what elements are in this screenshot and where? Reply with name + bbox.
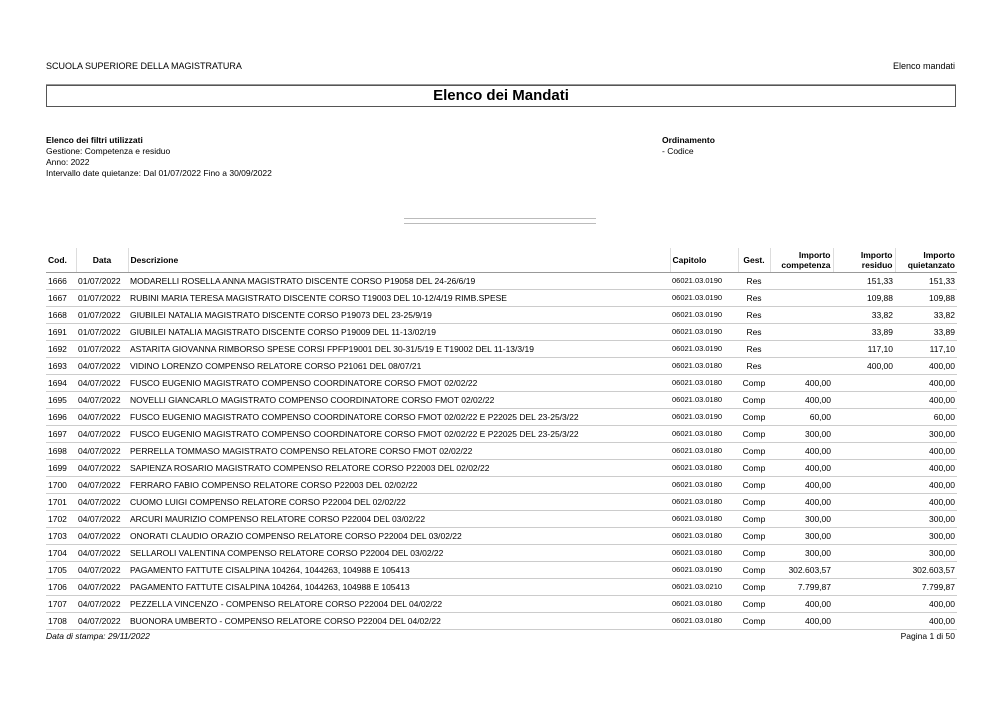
cell-importo-competenza <box>770 341 833 358</box>
filters-block <box>46 135 272 179</box>
column-header-line: Importo <box>923 250 955 260</box>
column-header-descrizione: Descrizione <box>128 248 670 273</box>
cell-importo-quietanzato: 109,88 <box>895 290 957 307</box>
cell-importo-quietanzato: 400,00 <box>895 596 957 613</box>
cell-descrizione: RUBINI MARIA TERESA MAGISTRATO DISCENTE CORSO T19003 DEL 10-12/4/19 RIMB.SPESE <box>128 290 670 307</box>
cell-data: 01/07/2022 <box>76 273 128 290</box>
cell-gest: Comp <box>738 596 770 613</box>
cell-capitolo: 06021.03.0190 <box>670 290 738 307</box>
cell-cod: 1695 <box>46 392 76 409</box>
cell-capitolo: 06021.03.0180 <box>670 460 738 477</box>
cell-importo-competenza: 400,00 <box>770 613 833 630</box>
cell-descrizione: FUSCO EUGENIO MAGISTRATO COMPENSO COORDINATORE CORSO FMOT 02/02/22 E P22025 DEL 23-25/3/22 <box>128 426 670 443</box>
column-header-gest: Gest. <box>738 248 770 273</box>
table-row <box>46 545 957 562</box>
cell-importo-residuo <box>833 511 895 528</box>
cell-descrizione: ONORATI CLAUDIO ORAZIO COMPENSO RELATORE CORSO P22004 DEL 03/02/22 <box>128 528 670 545</box>
cell-data: 01/07/2022 <box>76 307 128 324</box>
cell-gest: Comp <box>738 392 770 409</box>
table-row <box>46 273 957 290</box>
column-header-data: Data <box>76 248 128 273</box>
cell-cod: 1666 <box>46 273 76 290</box>
cell-importo-competenza: 302.603,57 <box>770 562 833 579</box>
cell-importo-quietanzato: 300,00 <box>895 528 957 545</box>
cell-data: 04/07/2022 <box>76 443 128 460</box>
cell-capitolo: 06021.03.0180 <box>670 613 738 630</box>
cell-capitolo: 06021.03.0190 <box>670 273 738 290</box>
cell-descrizione: FUSCO EUGENIO MAGISTRATO COMPENSO COORDINATORE CORSO FMOT 02/02/22 <box>128 375 670 392</box>
cell-gest: Comp <box>738 443 770 460</box>
cell-data: 04/07/2022 <box>76 392 128 409</box>
cell-importo-competenza: 400,00 <box>770 375 833 392</box>
cell-importo-residuo <box>833 392 895 409</box>
column-header-capitolo: Capitolo <box>670 248 738 273</box>
cell-gest: Comp <box>738 511 770 528</box>
report-name: Elenco mandati <box>892 61 955 71</box>
cell-importo-residuo <box>833 409 895 426</box>
cell-importo-residuo: 400,00 <box>833 358 895 375</box>
cell-capitolo: 06021.03.0180 <box>670 511 738 528</box>
ordering-value: - Codice <box>662 146 694 156</box>
table-row <box>46 562 957 579</box>
cell-importo-quietanzato: 400,00 <box>895 613 957 630</box>
table-row <box>46 579 957 596</box>
cell-importo-quietanzato: 7.799,87 <box>895 579 957 596</box>
cell-importo-residuo <box>833 477 895 494</box>
cell-descrizione: MODARELLI ROSELLA ANNA MAGISTRATO DISCENTE CORSO P19058 DEL 24-26/6/19 <box>128 273 670 290</box>
cell-importo-residuo <box>833 375 895 392</box>
column-header-line: quietanzato <box>907 260 955 270</box>
cell-descrizione: FERRARO FABIO COMPENSO RELATORE CORSO P22003 DEL 02/02/22 <box>128 477 670 494</box>
cell-descrizione: ARCURI MAURIZIO COMPENSO RELATORE CORSO P22004 DEL 03/02/22 <box>128 511 670 528</box>
cell-data: 04/07/2022 <box>76 613 128 630</box>
cell-descrizione: PAGAMENTO FATTUTE CISALPINA 104264, 1044263, 104988 E 105413 <box>128 579 670 596</box>
cell-descrizione: PEZZELLA VINCENZO - COMPENSO RELATORE CORSO P22004 DEL 04/02/22 <box>128 596 670 613</box>
cell-importo-quietanzato: 300,00 <box>895 426 957 443</box>
separator-line <box>404 218 596 219</box>
filters-heading: Elenco dei filtri utilizzati <box>46 135 143 145</box>
table-row <box>46 392 957 409</box>
cell-gest: Res <box>738 358 770 375</box>
table-row <box>46 477 957 494</box>
cell-importo-competenza: 400,00 <box>770 596 833 613</box>
cell-gest: Comp <box>738 460 770 477</box>
ordering-block <box>662 135 715 157</box>
column-header-importo-quietanzato <box>895 248 957 273</box>
cell-importo-competenza: 60,00 <box>770 409 833 426</box>
cell-cod: 1705 <box>46 562 76 579</box>
cell-importo-competenza: 400,00 <box>770 477 833 494</box>
cell-importo-quietanzato: 400,00 <box>895 358 957 375</box>
cell-cod: 1701 <box>46 494 76 511</box>
cell-importo-competenza: 400,00 <box>770 443 833 460</box>
cell-data: 04/07/2022 <box>76 460 128 477</box>
page-title: Elenco dei Mandati <box>46 85 956 107</box>
cell-descrizione: BUONORA UMBERTO - COMPENSO RELATORE CORSO P22004 DEL 04/02/22 <box>128 613 670 630</box>
separator-line <box>404 223 596 224</box>
cell-cod: 1692 <box>46 341 76 358</box>
cell-data: 04/07/2022 <box>76 528 128 545</box>
cell-capitolo: 06021.03.0190 <box>670 562 738 579</box>
column-header-line: Importo <box>798 250 831 260</box>
cell-cod: 1703 <box>46 528 76 545</box>
cell-cod: 1696 <box>46 409 76 426</box>
cell-importo-quietanzato: 400,00 <box>895 392 957 409</box>
cell-capitolo: 06021.03.0180 <box>670 477 738 494</box>
cell-importo-quietanzato: 400,00 <box>895 460 957 477</box>
table-row <box>46 409 957 426</box>
cell-importo-competenza: 300,00 <box>770 426 833 443</box>
cell-importo-residuo <box>833 596 895 613</box>
cell-importo-residuo <box>833 460 895 477</box>
table-row <box>46 426 957 443</box>
cell-importo-residuo: 33,82 <box>833 307 895 324</box>
table-header-row <box>46 248 957 273</box>
cell-importo-quietanzato: 33,82 <box>895 307 957 324</box>
cell-gest: Res <box>738 290 770 307</box>
cell-data: 04/07/2022 <box>76 562 128 579</box>
table-row <box>46 375 957 392</box>
cell-importo-quietanzato: 300,00 <box>895 511 957 528</box>
cell-importo-competenza: 400,00 <box>770 392 833 409</box>
table-row <box>46 494 957 511</box>
cell-data: 04/07/2022 <box>76 596 128 613</box>
cell-cod: 1694 <box>46 375 76 392</box>
cell-data: 01/07/2022 <box>76 290 128 307</box>
table-row <box>46 358 957 375</box>
cell-cod: 1668 <box>46 307 76 324</box>
cell-importo-competenza <box>770 290 833 307</box>
cell-importo-residuo <box>833 443 895 460</box>
cell-importo-residuo: 33,89 <box>833 324 895 341</box>
filter-gestione: Gestione: Competenza e residuo <box>46 146 171 156</box>
table-row <box>46 528 957 545</box>
print-date: Data di stampa: 29/11/2022 <box>46 631 150 641</box>
cell-gest: Res <box>738 341 770 358</box>
cell-capitolo: 06021.03.0180 <box>670 545 738 562</box>
cell-capitolo: 06021.03.0210 <box>670 579 738 596</box>
filter-intervallo: Intervallo date quietanze: Dal 01/07/2022 Fino a 30/09/2022 <box>46 168 272 178</box>
cell-data: 04/07/2022 <box>76 545 128 562</box>
cell-descrizione: PERRELLA TOMMASO MAGISTRATO COMPENSO RELATORE CORSO FMOT 02/02/22 <box>128 443 670 460</box>
cell-capitolo: 06021.03.0190 <box>670 307 738 324</box>
column-header-cod: Cod. <box>46 248 76 273</box>
cell-capitolo: 06021.03.0180 <box>670 528 738 545</box>
cell-capitolo: 06021.03.0180 <box>670 494 738 511</box>
table-row <box>46 613 957 630</box>
cell-importo-residuo <box>833 562 895 579</box>
cell-importo-residuo <box>833 545 895 562</box>
cell-data: 04/07/2022 <box>76 579 128 596</box>
cell-importo-residuo <box>833 528 895 545</box>
cell-gest: Comp <box>738 375 770 392</box>
column-header-line: Importo <box>860 250 893 260</box>
cell-importo-competenza: 400,00 <box>770 460 833 477</box>
cell-data: 04/07/2022 <box>76 409 128 426</box>
table-row <box>46 324 957 341</box>
cell-importo-quietanzato: 33,89 <box>895 324 957 341</box>
column-header-importo-competenza <box>770 248 833 273</box>
cell-gest: Comp <box>738 426 770 443</box>
cell-cod: 1691 <box>46 324 76 341</box>
cell-data: 04/07/2022 <box>76 494 128 511</box>
cell-data: 01/07/2022 <box>76 324 128 341</box>
cell-capitolo: 06021.03.0180 <box>670 375 738 392</box>
cell-gest: Comp <box>738 477 770 494</box>
cell-importo-competenza <box>770 324 833 341</box>
cell-cod: 1698 <box>46 443 76 460</box>
cell-gest: Comp <box>738 409 770 426</box>
cell-gest: Res <box>738 307 770 324</box>
cell-capitolo: 06021.03.0180 <box>670 596 738 613</box>
cell-importo-quietanzato: 60,00 <box>895 409 957 426</box>
table-row <box>46 341 957 358</box>
ordering-heading: Ordinamento <box>662 135 715 145</box>
mandates-table <box>46 248 957 630</box>
cell-importo-residuo <box>833 613 895 630</box>
column-header-line: competenza <box>781 260 831 270</box>
cell-importo-competenza: 300,00 <box>770 511 833 528</box>
cell-capitolo: 06021.03.0180 <box>670 358 738 375</box>
cell-data: 04/07/2022 <box>76 477 128 494</box>
cell-gest: Comp <box>738 494 770 511</box>
cell-importo-competenza: 7.799,87 <box>770 579 833 596</box>
cell-data: 01/07/2022 <box>76 341 128 358</box>
cell-importo-quietanzato: 400,00 <box>895 477 957 494</box>
cell-importo-competenza <box>770 307 833 324</box>
cell-cod: 1699 <box>46 460 76 477</box>
cell-cod: 1702 <box>46 511 76 528</box>
cell-importo-quietanzato: 400,00 <box>895 375 957 392</box>
cell-importo-quietanzato: 300,00 <box>895 545 957 562</box>
cell-gest: Comp <box>738 528 770 545</box>
cell-importo-residuo: 117,10 <box>833 341 895 358</box>
cell-importo-residuo <box>833 494 895 511</box>
cell-descrizione: SAPIENZA ROSARIO MAGISTRATO COMPENSO RELATORE CORSO P22003 DEL 02/02/22 <box>128 460 670 477</box>
cell-data: 04/07/2022 <box>76 511 128 528</box>
cell-descrizione: ASTARITA GIOVANNA RIMBORSO SPESE CORSI FPFP19001 DEL 30-31/5/19 E T19002 DEL 11-13/3/19 <box>128 341 670 358</box>
cell-descrizione: CUOMO LUIGI COMPENSO RELATORE CORSO P22004 DEL 02/02/22 <box>128 494 670 511</box>
cell-importo-residuo <box>833 579 895 596</box>
cell-capitolo: 06021.03.0190 <box>670 324 738 341</box>
filter-anno: Anno: 2022 <box>46 157 90 167</box>
cell-descrizione: PAGAMENTO FATTUTE CISALPINA 104264, 1044263, 104988 E 105413 <box>128 562 670 579</box>
cell-descrizione: SELLAROLI VALENTINA COMPENSO RELATORE CORSO P22004 DEL 03/02/22 <box>128 545 670 562</box>
cell-cod: 1667 <box>46 290 76 307</box>
table-row <box>46 443 957 460</box>
cell-importo-competenza: 300,00 <box>770 545 833 562</box>
table-row <box>46 460 957 477</box>
cell-importo-competenza <box>770 273 833 290</box>
page-indicator: Pagina 1 di 50 <box>900 631 955 641</box>
cell-importo-quietanzato: 400,00 <box>895 443 957 460</box>
table-row <box>46 596 957 613</box>
cell-gest: Comp <box>738 613 770 630</box>
cell-gest: Comp <box>738 545 770 562</box>
cell-capitolo: 06021.03.0190 <box>670 409 738 426</box>
cell-importo-quietanzato: 302.603,57 <box>895 562 957 579</box>
cell-cod: 1700 <box>46 477 76 494</box>
cell-descrizione: FUSCO EUGENIO MAGISTRATO COMPENSO COORDINATORE CORSO FMOT 02/02/22 E P22025 DEL 23-25/3/22 <box>128 409 670 426</box>
cell-gest: Res <box>738 273 770 290</box>
cell-data: 04/07/2022 <box>76 375 128 392</box>
cell-importo-competenza: 400,00 <box>770 494 833 511</box>
cell-cod: 1707 <box>46 596 76 613</box>
cell-importo-quietanzato: 151,33 <box>895 273 957 290</box>
cell-capitolo: 06021.03.0180 <box>670 443 738 460</box>
cell-importo-competenza: 300,00 <box>770 528 833 545</box>
cell-data: 04/07/2022 <box>76 358 128 375</box>
cell-capitolo: 06021.03.0180 <box>670 392 738 409</box>
organization-name: SCUOLA SUPERIORE DELLA MAGISTRATURA <box>46 61 242 71</box>
cell-descrizione: NOVELLI GIANCARLO MAGISTRATO COMPENSO COORDINATORE CORSO FMOT 02/02/22 <box>128 392 670 409</box>
cell-importo-residuo: 109,88 <box>833 290 895 307</box>
table-row <box>46 290 957 307</box>
cell-importo-quietanzato: 117,10 <box>895 341 957 358</box>
cell-gest: Comp <box>738 562 770 579</box>
cell-gest: Res <box>738 324 770 341</box>
cell-capitolo: 06021.03.0180 <box>670 426 738 443</box>
cell-importo-residuo <box>833 426 895 443</box>
table-row <box>46 511 957 528</box>
cell-cod: 1704 <box>46 545 76 562</box>
cell-descrizione: GIUBILEI NATALIA MAGISTRATO DISCENTE CORSO P19073 DEL 23-25/9/19 <box>128 307 670 324</box>
column-header-line: residuo <box>861 260 893 270</box>
cell-cod: 1697 <box>46 426 76 443</box>
cell-cod: 1708 <box>46 613 76 630</box>
cell-cod: 1693 <box>46 358 76 375</box>
cell-importo-residuo: 151,33 <box>833 273 895 290</box>
cell-descrizione: VIDINO LORENZO COMPENSO RELATORE CORSO P21061 DEL 08/07/21 <box>128 358 670 375</box>
cell-gest: Comp <box>738 579 770 596</box>
column-header-importo-residuo <box>833 248 895 273</box>
cell-capitolo: 06021.03.0190 <box>670 341 738 358</box>
cell-importo-quietanzato: 400,00 <box>895 494 957 511</box>
cell-importo-competenza <box>770 358 833 375</box>
table-row <box>46 307 957 324</box>
cell-cod: 1706 <box>46 579 76 596</box>
cell-data: 04/07/2022 <box>76 426 128 443</box>
cell-descrizione: GIUBILEI NATALIA MAGISTRATO DISCENTE CORSO P19009 DEL 11-13/02/19 <box>128 324 670 341</box>
